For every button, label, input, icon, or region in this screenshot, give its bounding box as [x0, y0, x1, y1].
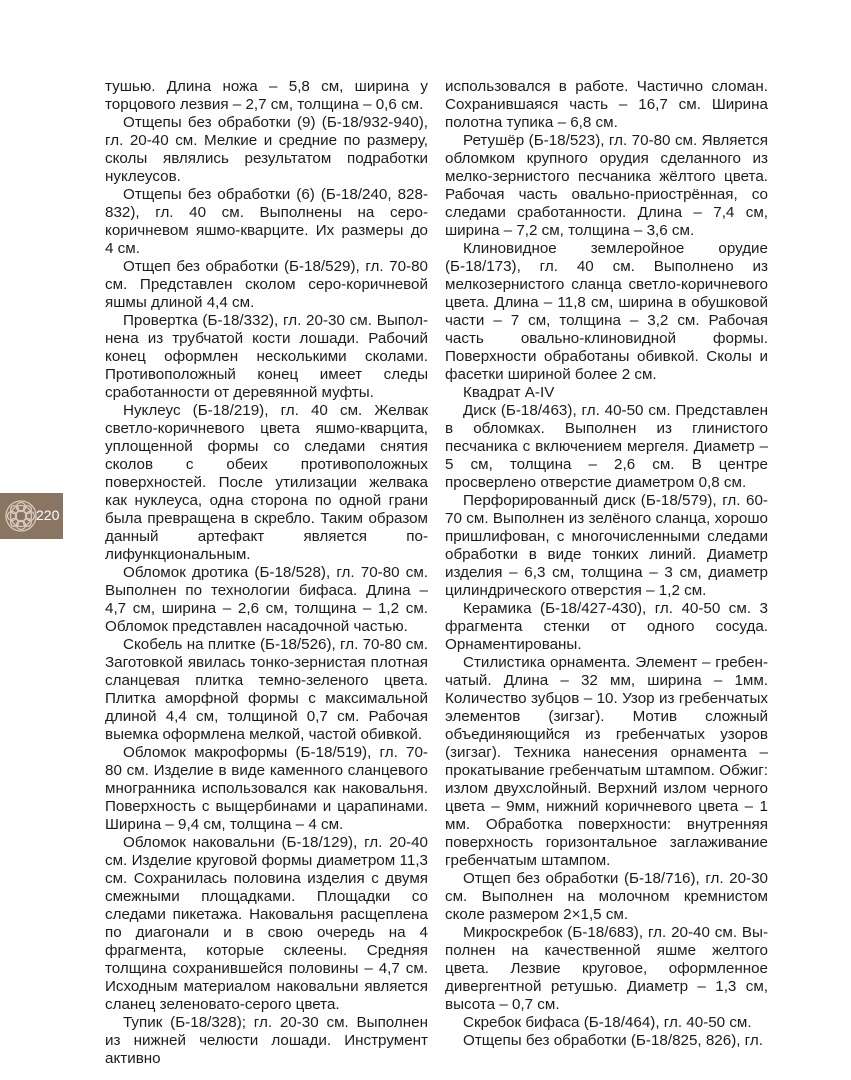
paragraph: Нуклеус (Б-18/219), гл. 40 см. Желвак светло-коричневого цвета яшмо-кварцита, уплощенной формы со следами снятия сколов с обеих противоположных поверхностей. После утилизации желвака как нуклеуса, одна сторона по одной грани была превращена в скребло. Таким образом данный артефакт является полифункциональным. — [105, 402, 428, 563]
paragraph: Скобель на плитке (Б-18/526), гл. 70-80 см. Заготовкой явилась тонко-зернистая плотная сланцевая плитка темно-зеленого цвета. Плитка аморфной формы с максимальной длиной 4,4 см, толщиной 0,7 см. Рабочая выемка оформлена мелкой, частой обивкой. — [105, 636, 428, 743]
right-text-column — [445, 78, 768, 1050]
paragraph: тушью. Длина ножа – 5,8 см, ширина у торцового лезвия – 2,7 см, толщина – 0,6 см. — [105, 78, 428, 113]
paragraph: Керамика (Б-18/427-430), гл. 40-50 см. 3 фрагмента стенки от одного сосуда. Орнаментированы. — [445, 600, 768, 653]
paragraph: Скребок бифаса (Б-18/464), гл. 40-50 см. — [463, 1014, 752, 1031]
paragraph: Тупик (Б-18/328); гл. 20-30 см. Выполнен из нижней челюсти лошади. Инструмент активно — [105, 1014, 428, 1067]
paragraph: Отщеп без обработки (Б-18/529), гл. 70-80 см. Представлен сколом серо-коричневой яшмы длиной 4,4 см. — [105, 258, 428, 311]
page-number-tab — [0, 493, 63, 539]
paragraph: использовался в работе. Частично сломан. Сохранившаяся часть – 16,7 см. Ширина полотна тупика – 6,8 см. — [445, 78, 768, 131]
left-text-column — [105, 78, 428, 1068]
page-number: 220 — [36, 507, 60, 523]
celtic-knot-ornament-icon — [3, 497, 39, 535]
paragraph: Квадрат А-IV — [463, 384, 555, 401]
paragraph: Микроскребок (Б-18/683), гл. 20-40 см. Выполнен на качественной яшме желтого цвета. Лезвие круговое, оформленное дивергентной ретушью. Диаметр – 1,3 см, высота – 0,7 см. — [445, 924, 768, 1013]
paragraph: Ретушёр (Б-18/523), гл. 70-80 см. Является обломком крупного орудия сделанного из мелко-зернистого песчаника жёлтого цвета. Рабочая часть овально-приострённая, со следами сработанности. Длина – 7,4 см, ширина – 7,2 см, толщина – 3,6 см. — [445, 132, 768, 239]
paragraph: Стилистика орнамента. Элемент – гребенчатый. Длина – 32 мм, ширина – 1мм. Количество зубцов – 10. Узор из гребенчатых элементов (зигзаг). Мотив сложный объединяющийся из гребенчатых узоров (зигзаг). Техника нанесения орнамента – прокатывание гребенчатым штампом. Обжиг: излом двухслойный. Верхний излом черного цвета – 9мм, нижний коричневого цвета – 1 мм. Обработка поверхности: внутренняя поверхность горизонтальное заглаживание гребенчатым штампом. — [445, 654, 768, 869]
paragraph: Отщеп без обработки (Б-18/716), гл. 20-30 см. Выполнен на молочном кремнистом сколе размером 2×1,5 см. — [445, 870, 768, 923]
paragraph: Провертка (Б-18/332), гл. 20-30 см. Выполнена из трубчатой кости лошади. Рабочий конец оформлен несколькими сколами. Противоположный конец имеет следы сработанности от деревянной муфты. — [105, 312, 428, 401]
paragraph: Перфорированный диск (Б-18/579), гл. 60-70 см. Выполнен из зелёного сланца, хорошо пришлифован, с многочисленными следами обработки в виде тонких линий. Диаметр изделия – 6,3 см, толщина – 3 см, диаметр цилиндрического отверстия – 1,2 см. — [445, 492, 768, 599]
paragraph: Отщепы без обработки (Б-18/825, 826), гл. — [463, 1032, 763, 1049]
paragraph: Обломок дротика (Б-18/528), гл. 70-80 см. Выполнен по технологии бифаса. Длина – 4,7 см, ширина – 2,6 см, толщина – 1,2 см. Обломок представлен насадочной частью. — [105, 564, 428, 635]
paragraph: Обломок макроформы (Б-18/519), гл. 70-80 см. Изделие в виде каменного сланцевого многранника использовался как наковальня. Поверхность с выщербинами и царапинами. Ширина – 9,4 см, толщина – 4 см. — [105, 744, 428, 833]
paragraph: Отщепы без обработки (9) (Б-18/932-940), гл. 20-40 см. Мелкие и средние по размеру, сколы являлись результатом подработки нуклеусов. — [105, 114, 428, 185]
paragraph: Обломок наковальни (Б-18/129), гл. 20-40 см. Изделие круговой формы диаметром 11,3 см. Сохранилась половина изделия с двумя смежными площадками. Площадки со следами пикетажа. Наковальня расщеплена по диагонали и в свою очередь на 4 фрагмента, которые склеены. Средняя толщина сохранившейся половины – 4,7 см. Исходным материалом наковальни является сланец зеленовато-серого цвета. — [105, 834, 428, 1013]
paragraph: Диск (Б-18/463), гл. 40-50 см. Представлен в обломках. Выполнен из глинистого песчаника с включением мергеля. Диаметр – 5 см, толщина – 2,6 см. В центре просверлено отверстие диаметром 0,8 см. — [445, 402, 768, 491]
paragraph: Отщепы без обработки (6) (Б-18/240, 828-832), гл. 40 см. Выполнены на серо-коричневом яшмо-кварците. Их размеры до 4 см. — [105, 186, 428, 257]
paragraph: Клиновидное землеройное орудие (Б-18/173), гл. 40 см. Выполнено из мелкозернистого сланца светло-коричневого цвета. Длина – 11,8 см, ширина в обушковой части – 7 см, толщина – 3,2 см. Рабочая часть овально-клиновидной формы. Поверхности обработаны обивкой. Сколы и фасетки шириной более 2 см. — [445, 240, 768, 383]
